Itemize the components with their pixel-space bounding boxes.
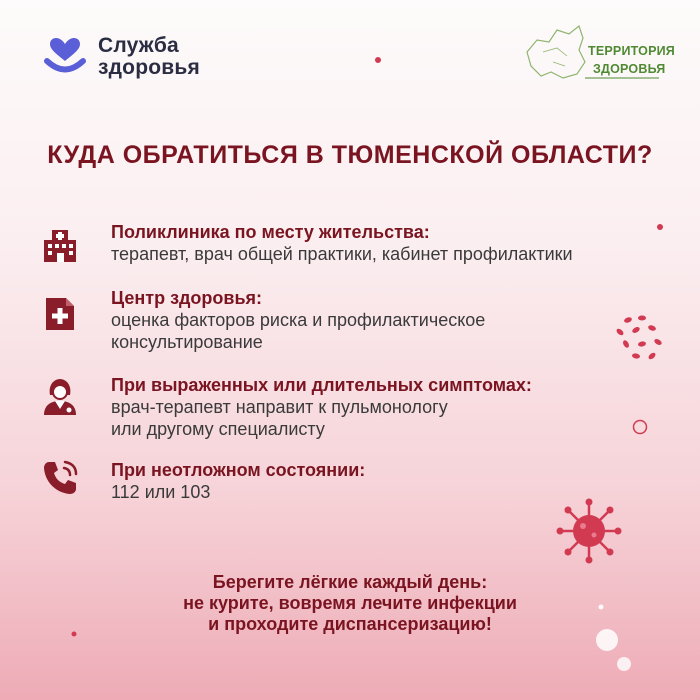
item-line: терапевт, врач общей практики, кабинет профилактики (111, 244, 573, 264)
medical-document-icon (40, 294, 80, 334)
footer-line-3: и проходите диспансеризацию! (208, 614, 492, 634)
heart-smile-icon (42, 34, 88, 80)
partner-line-1: ТЕРРИТОРИЯ (588, 44, 675, 58)
page-title: КУДА ОБРАТИТЬСЯ В ТЮМЕНСКОЙ ОБЛАСТИ? (47, 141, 653, 169)
brand-line-2: здоровья (98, 56, 200, 79)
item-heading: Центр здоровья: (111, 288, 263, 308)
footer-line-1: Берегите лёгкие каждый день: (212, 572, 488, 592)
circle-decoration (631, 418, 649, 436)
bacteria-cluster-icon (612, 312, 668, 368)
dot-decoration (597, 603, 605, 611)
phone-icon (40, 458, 80, 498)
dot-decoration (374, 56, 382, 64)
brand-logo (42, 34, 200, 80)
hospital-icon (40, 224, 80, 264)
dot-decoration (656, 223, 664, 231)
item-line: 112 или 103 (111, 482, 211, 502)
item-line: оценка факторов риска и профилактическое (111, 310, 486, 330)
item-description (111, 243, 573, 265)
item-heading: Поликлиника по месту жительства: (111, 222, 430, 242)
item-line: консультирование (111, 332, 263, 352)
item-heading: При неотложном состоянии: (111, 460, 366, 480)
item-heading: При выраженных или длительных симптомах: (111, 375, 532, 395)
item-line: или другому специалисту (111, 419, 325, 439)
brand-line-1: Служба (98, 34, 179, 57)
doctor-icon (40, 377, 80, 417)
brand-name (98, 35, 200, 79)
virus-icon (556, 498, 622, 564)
item-description (111, 481, 210, 503)
footer-line-2: не курите, вовремя лечите инфекции (183, 593, 517, 613)
bubble-decoration (590, 626, 638, 674)
item-line: врач-терапевт направит к пульмонологу (111, 397, 448, 417)
partner-logo (523, 22, 675, 82)
item-description (111, 396, 448, 440)
partner-line-2: ЗДОРОВЬЯ (593, 62, 666, 76)
dot-decoration (70, 630, 78, 638)
item-description (111, 309, 485, 353)
